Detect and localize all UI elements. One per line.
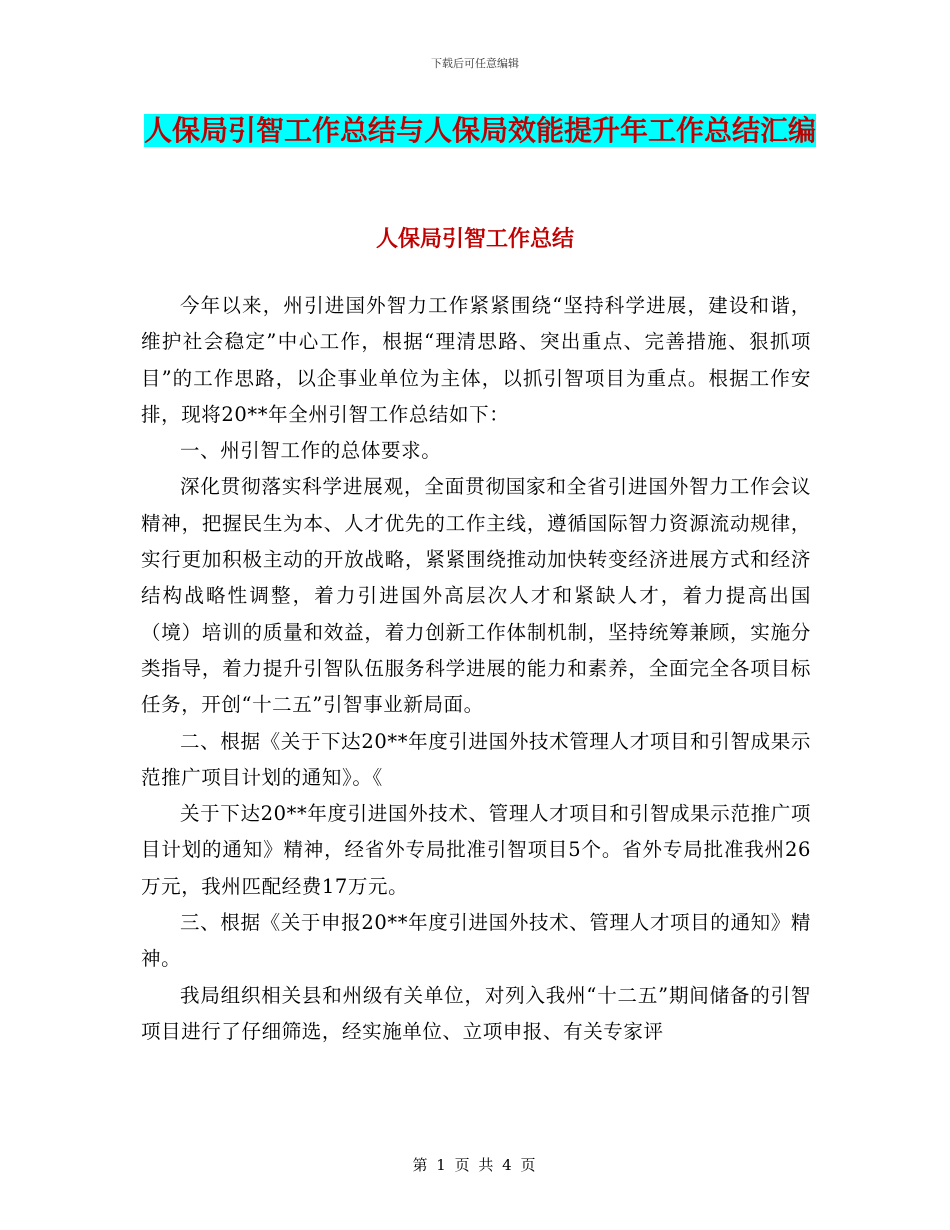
header-note: 下载后可任意编辑 bbox=[431, 57, 519, 70]
page-footer: 第 1 页 共 4 页 bbox=[412, 1156, 538, 1174]
paragraph: 三、根据《关于申报20**年度引进国外技术、管理人才项目的通知》精神。 bbox=[141, 911, 811, 971]
paragraph: 今年以来，州引进国外智力工作紧紧围绕“坚持科学进展，建设和谐，维护社会稳定”中心工作，根据“理清思路、突出重点、完善措施、狠抓项目”的工作思路，以企事业单位为主体，以抓引智项目为重点。根据工作安排，现将20**年全州引智工作总结如下： bbox=[141, 294, 811, 426]
document-title-text: 人保局引智工作总结与人保局效能提升年工作总结汇编 bbox=[143, 114, 816, 147]
paragraph: 二、根据《关于下达20**年度引进国外技术管理人才项目和引智成果示范推广项目计划的通知》。《 bbox=[141, 729, 811, 789]
paragraph: 深化贯彻落实科学进展观，全面贯彻国家和全省引进国外智力工作会议精神，把握民生为本、人才优先的工作主线，遵循国际智力资源流动规律，实行更加积极主动的开放战略，紧紧围绕推动加快转变经济进展方式和经济结构战略性调整，着力引进国外高层次人才和紧缺人才，着力提高出国（境）培训的质量和效益，着力创新工作体制机制，坚持统筹兼顾，实施分类指导，着力提升引智队伍服务科学进展的能力和素养，全面完全各项目标任务，开创“十二五”引智事业新局面。 bbox=[141, 475, 811, 717]
paragraph: 我局组织相关县和州级有关单位，对列入我州“十二五”期间储备的引智项目进行了仔细筛选，经实施单位、立项申报、有关专家评 bbox=[141, 983, 811, 1043]
document-title bbox=[140, 108, 820, 154]
paragraph: 关于下达20**年度引进国外技术、管理人才项目和引智成果示范推广项目计划的通知》精神，经省外专局批准引智项目5个。省外专局批准我州26万元，我州匹配经费17万元。 bbox=[141, 802, 811, 898]
document-body bbox=[141, 288, 811, 1050]
paragraph: 一、州引智工作的总体要求。 bbox=[180, 439, 442, 463]
section-title: 人保局引智工作总结 bbox=[375, 227, 574, 252]
